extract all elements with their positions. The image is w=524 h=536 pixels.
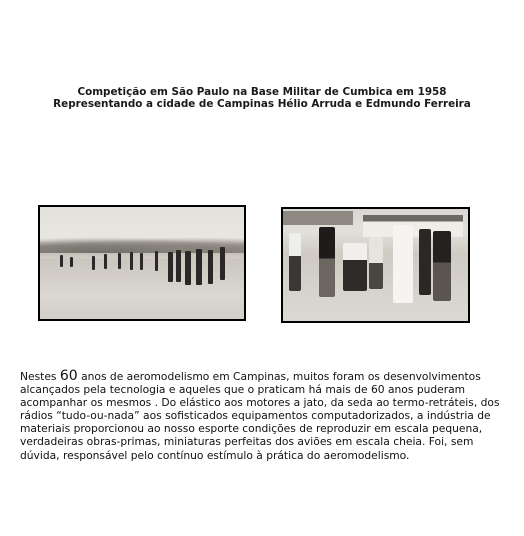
group-of-men-photo: [281, 207, 470, 323]
body-paragraph: [20, 370, 510, 462]
man-standing: [433, 231, 451, 301]
spectator: [196, 249, 202, 285]
spectator: [155, 251, 158, 271]
spectator: [92, 256, 95, 270]
caption-line-1: Competição em São Paulo na Base Militar de Cumbica em 1958: [77, 86, 447, 98]
spectator: [118, 253, 121, 269]
spectator: [104, 254, 107, 269]
spectator: [60, 255, 63, 267]
hangar-roof: [283, 211, 353, 225]
body-number: 60: [59, 368, 78, 384]
spectator: [70, 257, 73, 267]
spectator: [176, 250, 181, 282]
man-standing: [369, 237, 383, 289]
man-kneeling: [343, 243, 367, 291]
spectator: [208, 250, 213, 284]
spectator: [220, 247, 225, 280]
spectator: [185, 251, 191, 285]
man-standing: [419, 229, 431, 295]
spectator: [130, 252, 133, 270]
body-rest: anos de aeromodelismo em Campinas, muitos foram os desenvolvimentos alcançados pela tecnologia e aqueles que o praticam há mais de 60 anos puderam acompanhar os mesmos . Do elástico aos motores a jato, da seda ao termo-retráteis, dos rádios “tudo-ou-nada” aos sofisticados equipamentos computadorizados, a indústria de materiais proporcionou ao nosso esporte condições de reproduzir em escala pequena, verdadeiras obras-primas, miniaturas perfeitas dos aviões em escala cheia. Foi, sem dúvida, responsável pelo contínuo estímulo à prática do aeromodelismo.: [20, 370, 500, 462]
airfield-crowd-photo: [38, 205, 246, 321]
spectator: [140, 253, 143, 270]
man-standing: [289, 233, 301, 291]
caption-line-2: Representando a cidade de Campinas Hélio Arruda e Edmundo Ferreira: [53, 98, 471, 110]
man-in-white: [393, 225, 413, 303]
body-intro: Nestes: [20, 370, 60, 383]
man-standing: [319, 227, 335, 297]
hills-background: [40, 237, 244, 253]
spectator: [168, 252, 173, 282]
